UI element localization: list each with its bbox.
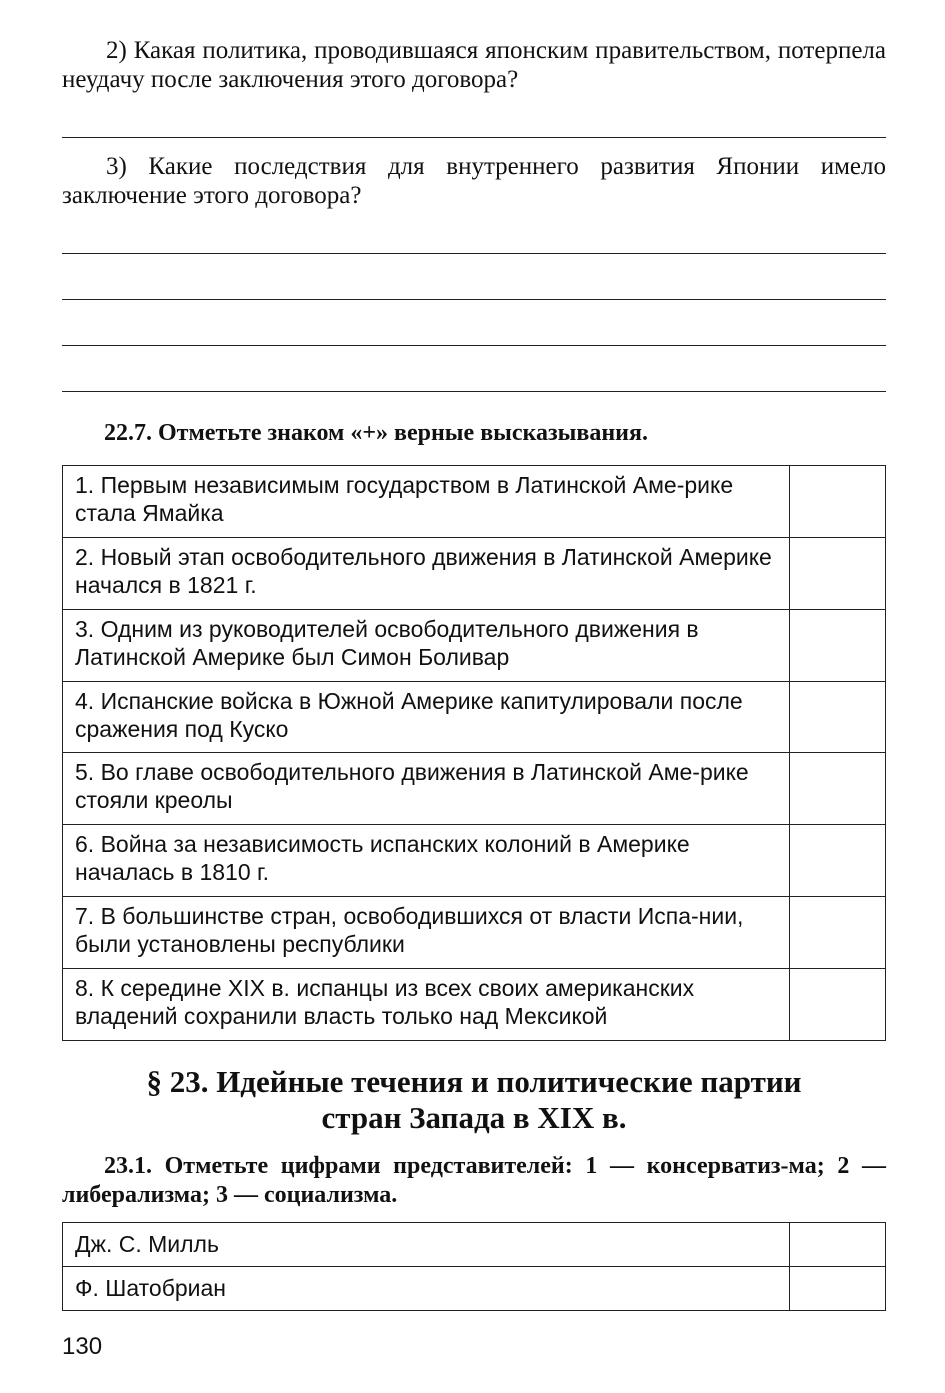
statement-text: 8. К середине XIX в. испанцы из всех своих американских владений сохранили власть только над Мексикой [63,969,790,1041]
answer-cell[interactable] [790,825,886,897]
table-row [63,682,886,753]
page-number: 130 [62,1333,103,1360]
representative-name: Ф. Шатобриан [63,1267,790,1311]
answer-cell[interactable] [790,610,886,682]
representatives-table [62,1222,886,1311]
question-3: 3) Какие последствия для внутреннего развития Японии имело заключение этого договора? [62,153,886,209]
statement-text: 3. Одним из руководителей освободительного движения в Латинской Америке был Симон Боливар [63,610,790,682]
table-row [63,897,886,969]
answer-cell[interactable] [790,1223,886,1267]
answer-cell[interactable] [790,466,886,538]
table-row [63,466,886,538]
representative-name: Дж. С. Милль [63,1223,790,1267]
answer-line[interactable] [62,345,886,346]
statement-text: 6. Война за независимость испанских колоний в Америке началась в 1810 г. [63,825,790,897]
answer-line[interactable] [62,391,886,392]
statement-text: 7. В большинстве стран, освободившихся от власти Испа-нии, были установлены республики [63,897,790,969]
question-2: 2) Какая политика, проводившаяся японским правительством, потерпела неудачу после заключения этого договора? [62,37,886,93]
statement-text: 5. Во главе освободительного движения в Латинской Аме-рике стояли креолы [63,753,790,825]
table-row [63,969,886,1041]
answer-line[interactable] [62,137,886,138]
answer-cell[interactable] [790,969,886,1041]
table-row [63,825,886,897]
section-title-line-2: стран Запада в XIX в. [321,1100,627,1135]
task-22-7-title: 22.7. Отметьте знаком «+» верные высказывания. [104,420,648,446]
section-title [62,1064,886,1136]
answer-cell[interactable] [790,538,886,610]
statement-text: 4. Испанские войска в Южной Америке капитулировали после сражения под Куско [63,682,790,753]
task-23-1-title: 23.1. Отметьте цифрами представителей: 1 — консерватиз-ма; 2 — либерализма; 3 — социализма. [62,1153,886,1208]
statement-text: 1. Первым независимым государством в Латинской Аме-рике стала Ямайка [63,466,790,538]
answer-cell[interactable] [790,1267,886,1311]
answer-line[interactable] [62,299,886,300]
table-row [63,1267,886,1311]
answer-cell[interactable] [790,682,886,753]
table-row [63,610,886,682]
answer-cell[interactable] [790,897,886,969]
answer-line[interactable] [62,253,886,254]
section-title-line-1: § 23. Идейные течения и политические партии [146,1064,802,1099]
statement-text: 2. Новый этап освободительного движения в Латинской Америке начался в 1821 г. [63,538,790,610]
table-row [63,538,886,610]
answer-cell[interactable] [790,753,886,825]
table-row [63,1223,886,1267]
statements-table [62,465,886,1041]
table-row [63,753,886,825]
